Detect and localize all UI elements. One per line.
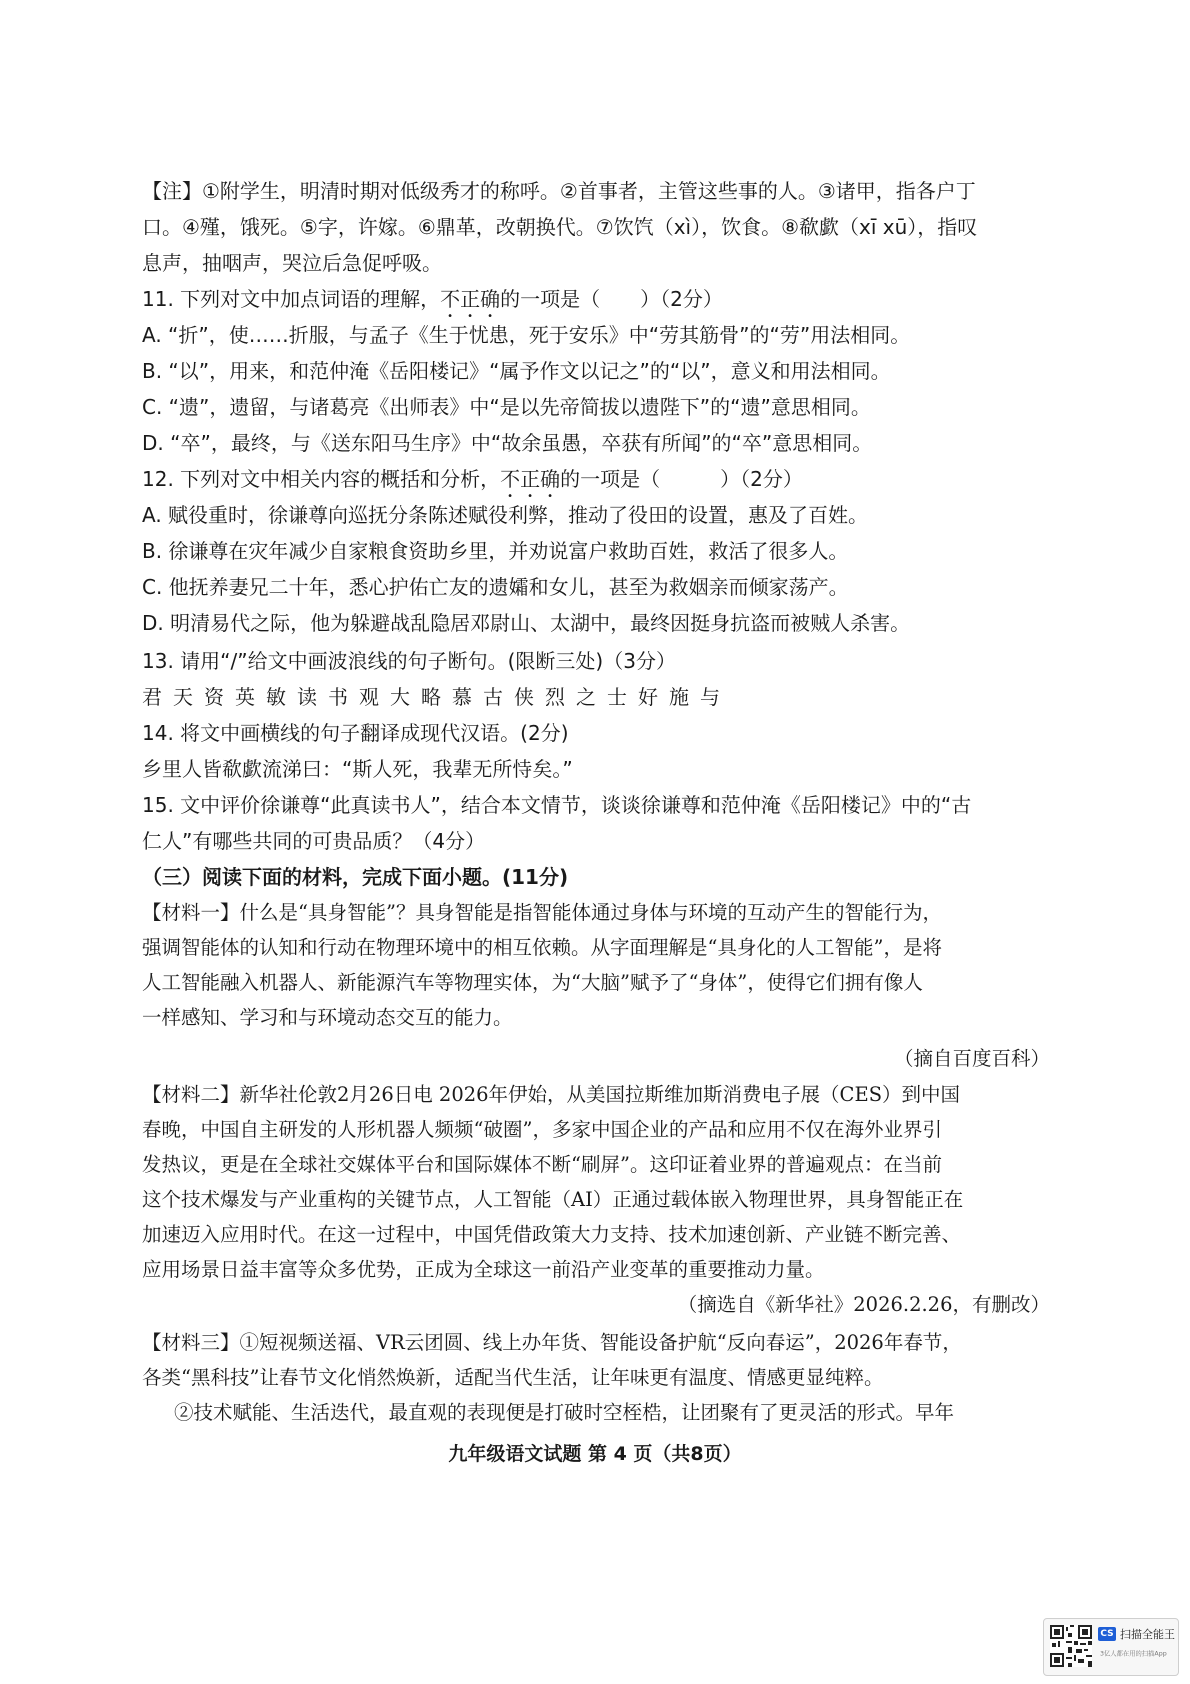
- material-3-paragraph-2: ②技术赋能、生活迭代，最直观的表现便是打破时空桎梏，让团聚有了更灵活的形式。早年: [174, 1401, 955, 1424]
- material-2-line-1: 【材料二】新华社伦敦2月26日电 2026年伊始，从美国拉斯维加斯消费电子展（CES）到中国: [142, 1083, 961, 1106]
- q11-option-c: C. “遗”，遗留，与诸葛亮《出师表》中“是以先帝简拔以遗陛下”的“遗”意思相同。: [142, 395, 871, 419]
- material-2-line-4: 这个技术爆发与产业重构的关键节点，人工智能（AI）正通过载体嵌入物理世界，具身智能正在: [142, 1188, 964, 1211]
- q11-stem-post: 的一项是（ ）（2分）: [500, 287, 723, 311]
- q12-option-c: C. 他抚养妻兄二十年，悉心护佑亡友的遗孀和女儿，甚至为救姻亲而倾家荡产。: [142, 575, 849, 599]
- qr-code-icon: [1050, 1625, 1092, 1667]
- note-line-2: 口。④殣，饿死。⑤字，许嫁。⑥鼎革，改朝换代。⑦饮饩（xì），饮食。⑧欷歔（xī xū），指叹: [142, 215, 978, 239]
- material-1-source: （摘自百度百科）: [893, 1047, 1050, 1070]
- question-14-stem: 14. 将文中画横线的句子翻译成现代汉语。(2分): [142, 721, 569, 745]
- question-13-stem: 13. 请用“/”给文中画波浪线的句子断句。(限断三处)（3分）: [142, 649, 676, 673]
- scanner-watermark: [1043, 1618, 1179, 1676]
- page-footer: 九年级语文试题 第 4 页（共8页）: [448, 1443, 742, 1465]
- q11-option-d: D. “卒”，最终，与《送东阳马生序》中“故余虽愚，卒获有所闻”的“卒”意思相同。: [142, 431, 873, 455]
- question-11-stem: [142, 286, 723, 322]
- q12-stem-pre: 12. 下列对文中相关内容的概括和分析，: [142, 467, 501, 491]
- question-15-line-1: 15. 文中评价徐谦尊“此真读书人”，结合本文情节，谈谈徐谦尊和范仲淹《岳阳楼记》中的“古: [142, 793, 972, 817]
- material-2-line-6: 应用场景日益丰富等众多优势，正成为全球这一前沿产业变革的重要推动力量。: [142, 1258, 825, 1281]
- q14-sentence: 乡里人皆欷歔流涕曰：“斯人死，我辈无所恃矣。”: [142, 757, 573, 781]
- q12-stem-emphasis: 不正确: [500, 467, 561, 491]
- cs-logo: CS: [1098, 1627, 1116, 1641]
- material-2-source: （摘选自《新华社》2026.2.26，有删改）: [677, 1293, 1050, 1316]
- material-1-line-4: 一样感知、学习和与环境动态交互的能力。: [142, 1006, 513, 1029]
- q11-option-b: B. “以”，用来，和范仲淹《岳阳楼记》“属予作文以记之”的“以”，意义和用法相同。: [142, 359, 891, 383]
- material-1-line-1: 【材料一】什么是“具身智能”？具身智能是指智能体通过身体与环境的互动产生的智能行为，: [142, 901, 942, 924]
- question-15-line-2: 仁人”有哪些共同的可贵品质？（4分）: [142, 829, 486, 853]
- q12-option-d: D. 明清易代之际，他为躲避战乱隐居邓尉山、太湖中，最终因挺身抗盗而被贼人杀害。: [142, 611, 911, 635]
- q11-stem-emphasis: 不正确: [440, 287, 501, 311]
- question-12-stem: [142, 466, 803, 502]
- material-2-line-5: 加速迈入应用时代。在这一过程中，中国凭借政策大力支持、技术加速创新、产业链不断完善、: [142, 1223, 962, 1246]
- material-3-line-1: 【材料三】①短视频送福、VR云团圆、线上办年货、智能设备护航“反向春运”，2026年春节，: [142, 1331, 962, 1354]
- q13-sentence: 君天资英敏读书观大略慕古侠烈之士好施与: [142, 685, 731, 709]
- q11-option-a: A. “折”，使……折服，与孟子《生于忧患，死于安乐》中“劳其筋骨”的“劳”用法相同。: [142, 323, 911, 347]
- watermark-title: 扫描全能王: [1120, 1628, 1175, 1641]
- q12-stem-post: 的一项是（ ）（2分）: [560, 467, 803, 491]
- q12-option-a: A. 赋役重时，徐谦尊向巡抚分条陈述赋役利弊，推动了役田的设置，惠及了百姓。: [142, 503, 869, 527]
- material-1-line-2: 强调智能体的认知和行动在物理环境中的相互依赖。从字面理解是“具身化的人工智能”，是将: [142, 936, 942, 959]
- note-line-3: 息声，抽咽声，哭泣后急促呼吸。: [142, 251, 442, 275]
- q11-stem-pre: 11. 下列对文中加点词语的理解，: [142, 287, 441, 311]
- material-3-line-2: 各类“黑科技”让春节文化悄然焕新，适配当代生活，让年味更有温度、情感更显纯粹。: [142, 1366, 884, 1389]
- note-line-1: 【注】①附学生，明清时期对低级秀才的称呼。②首事者，主管这些事的人。③诸甲，指各户丁: [142, 179, 976, 203]
- q12-option-b: B. 徐谦尊在灾年减少自家粮食资助乡里，并劝说富户救助百姓，救活了很多人。: [142, 539, 849, 563]
- section-3-heading: （三）阅读下面的材料，完成下面小题。(11分): [142, 865, 569, 889]
- material-2-line-3: 发热议，更是在全球社交媒体平台和国际媒体不断“刷屏”。这印证着业界的普遍观点：在当前: [142, 1153, 942, 1176]
- material-2-line-2: 春晚，中国自主研发的人形机器人频频“破圈”，多家中国企业的产品和应用不仅在海外业界引: [142, 1118, 942, 1141]
- material-1-line-3: 人工智能融入机器人、新能源汽车等物理实体，为“大脑”赋予了“身体”，使得它们拥有像人: [142, 971, 923, 994]
- watermark-subtitle: 3亿人都在用的扫描App: [1100, 1649, 1167, 1658]
